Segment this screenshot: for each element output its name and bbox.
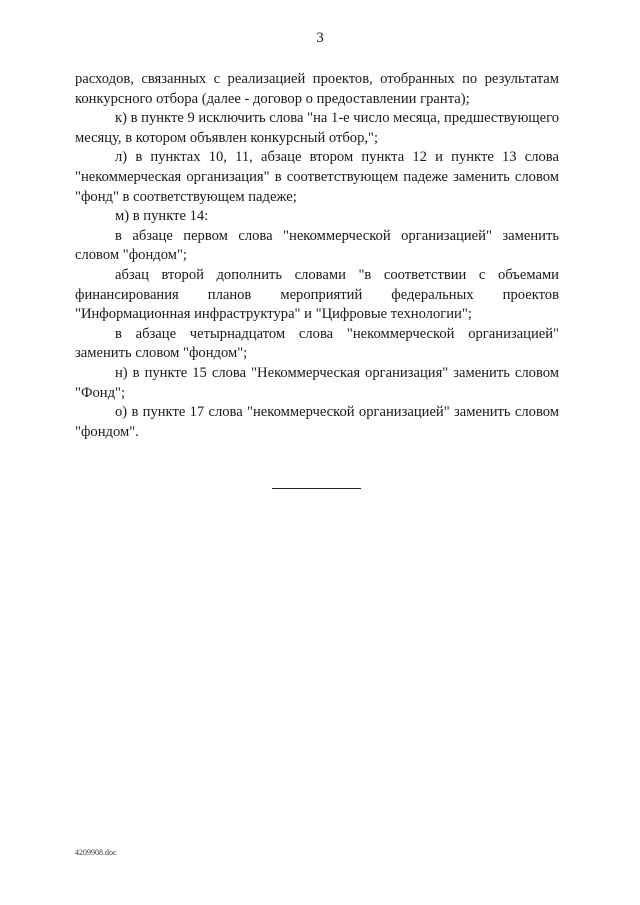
document-code: 4209908.doc [75,848,117,857]
end-divider [272,488,361,489]
paragraph-item-m-2: абзац второй дополнить словами "в соответствии с объемами финансирования планов мероприятий федеральных проектов "Информационная инфраструктура" и "Цифровые технологии"; [75,266,559,323]
page-number: 3 [316,30,324,46]
document-body [75,70,559,442]
paragraph-item-n: н) в пункте 15 слова "Некоммерческая организация" заменить словом "Фонд"; [75,364,559,401]
paragraph-item-m-3: в абзаце четырнадцатом слова "некоммерческой организацией" заменить словом "фондом"; [75,325,559,362]
paragraph-item-m-1: в абзаце первом слова "некоммерческой организацией" заменить словом "фондом"; [75,227,559,264]
paragraph-item-l: л) в пунктах 10, 11, абзаце втором пункта 12 и пункте 13 слова "некоммерческая организация" в соответствующем падеже заменить словом "фонд" в соответствующем падеже; [75,149,559,205]
paragraph-item-m: м) в пункте 14: [115,208,209,225]
paragraph-1: расходов, связанных с реализацией проектов, отобранных по результатам конкурсного отбора (далее - договор о предоставлении гранта); [75,71,559,107]
paragraph-item-o: о) в пункте 17 слова "некоммерческой организацией" заменить словом "фондом". [75,404,559,440]
paragraph-item-k: к) в пункте 9 исключить слова "на 1-е число месяца, предшествующего месяцу, в котором объявлен конкурсный отбор,"; [75,110,559,146]
